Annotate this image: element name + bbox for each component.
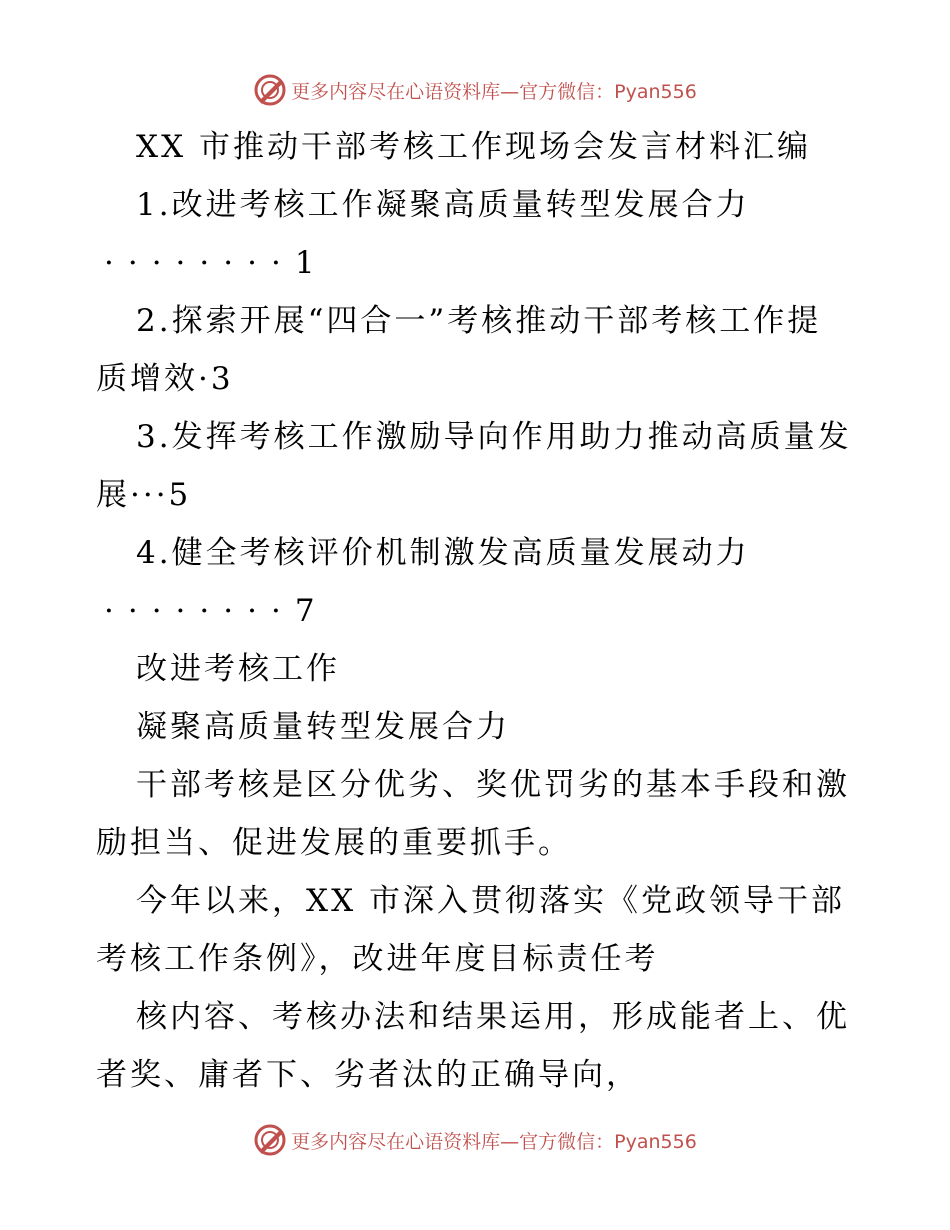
document-title: XX 市推动干部考核工作现场会发言材料汇编 xyxy=(136,129,811,165)
pen-seal-icon xyxy=(253,1123,287,1157)
banner-text: 更多内容尽在心语资料库—官方微信：Pyan556 xyxy=(291,1130,697,1153)
banner-text: 更多内容尽在心语资料库—官方微信：Pyan556 xyxy=(291,80,697,103)
toc-item-2-page: 质增效·3 xyxy=(96,361,234,397)
header-banner xyxy=(0,70,950,110)
toc-item-3-page: 展···5 xyxy=(96,477,192,513)
toc-item-4-page: ········7 xyxy=(104,593,329,629)
toc-item-1-page: ········1 xyxy=(104,245,329,281)
body-paragraph-line: 今年以来，XX 市深入贯彻落实《党政领导干部 xyxy=(136,883,845,919)
toc-item-3: 3.发挥考核工作激励导向作用助力推动高质量发 xyxy=(136,419,852,455)
footer-banner xyxy=(0,1120,950,1160)
body-paragraph-line: 考核工作条例》，改进年度目标责任考 xyxy=(96,941,659,977)
body-paragraph-line: 核内容、考核办法和结果运用，形成能者上、优 xyxy=(136,999,850,1035)
toc-item-1: 1.改进考核工作凝聚高质量转型发展合力 xyxy=(136,187,750,223)
body-paragraph-line: 干部考核是区分优劣、奖优罚劣的基本手段和激 xyxy=(136,767,850,803)
toc-item-2: 2.探索开展“四合一”考核推动干部考核工作提 xyxy=(136,303,822,339)
section-title-line-2: 凝聚高质量转型发展合力 xyxy=(136,709,510,745)
pen-seal-icon xyxy=(253,73,287,107)
document-body xyxy=(96,118,856,1104)
body-paragraph-line: 者奖、庸者下、劣者汰的正确导向， xyxy=(96,1057,640,1093)
toc-item-4: 4.健全考核评价机制激发高质量发展动力 xyxy=(136,535,750,571)
body-paragraph-line: 励担当、促进发展的重要抓手。 xyxy=(96,825,572,861)
section-title-line-1: 改进考核工作 xyxy=(136,651,340,687)
